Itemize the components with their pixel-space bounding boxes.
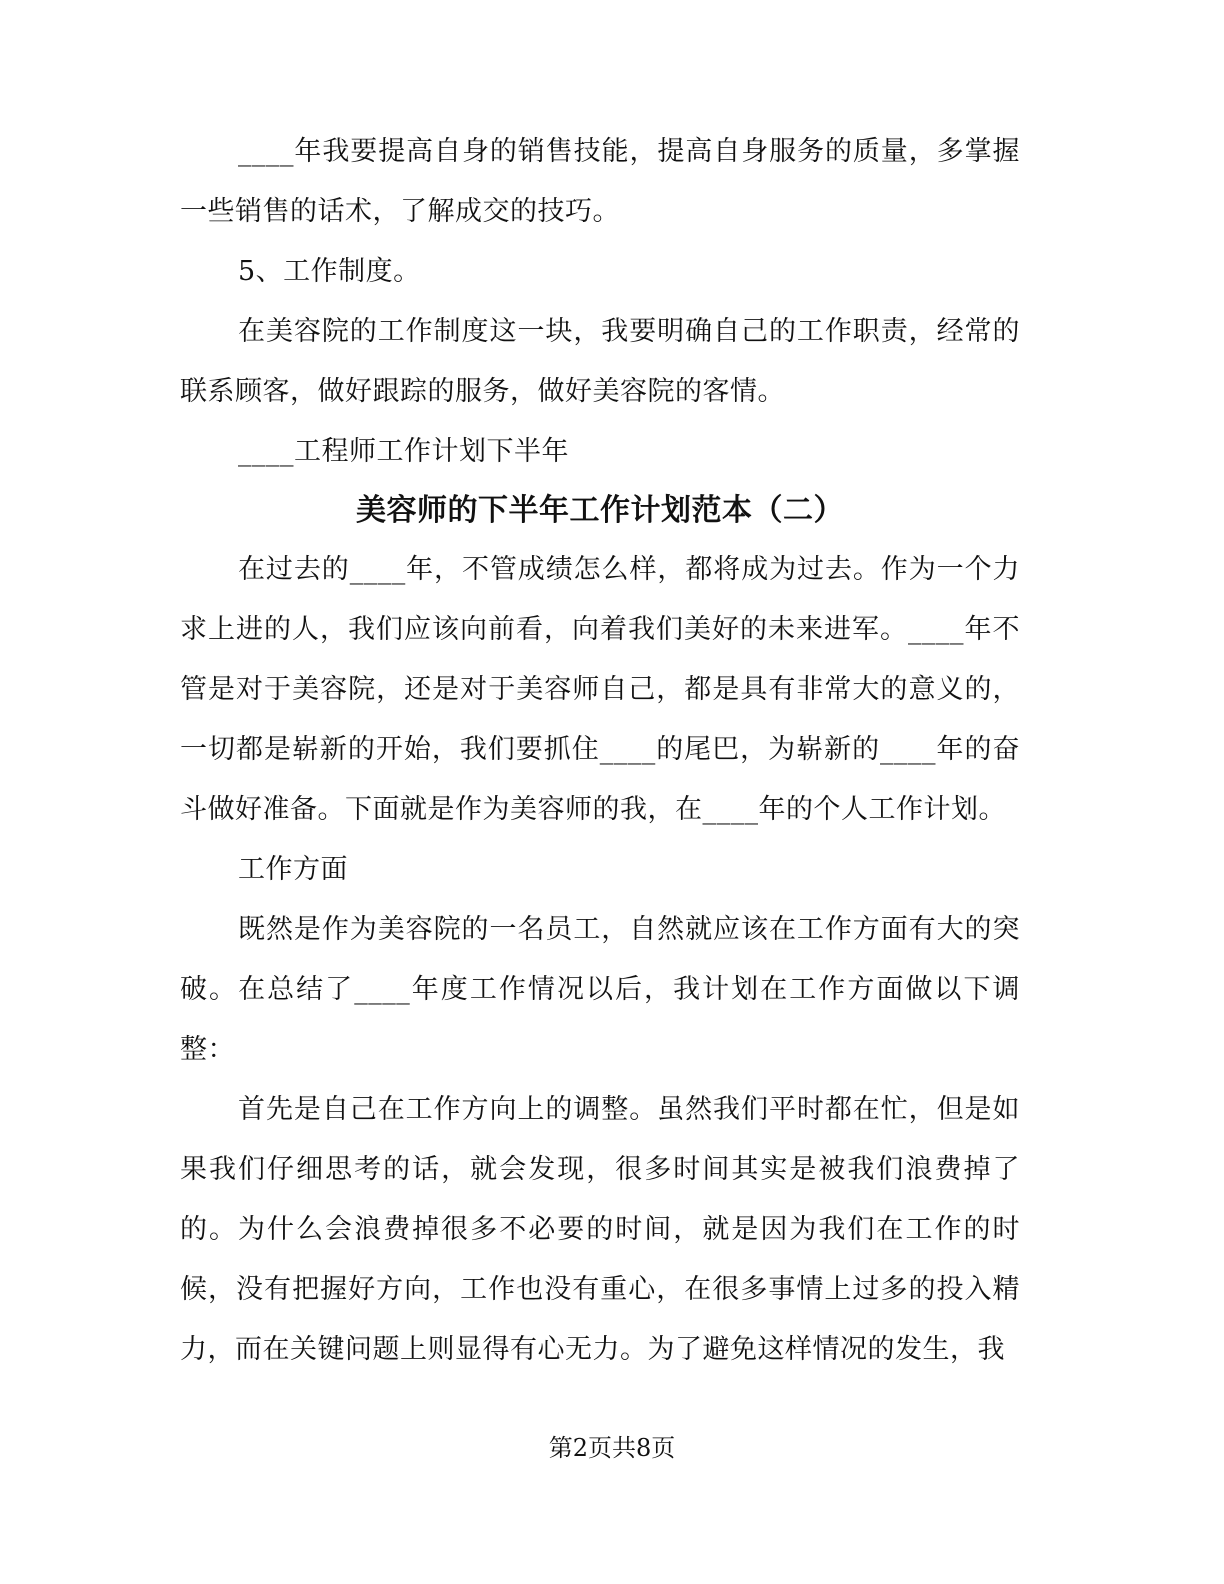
- paragraph-direction-adjustment: 首先是自己在工作方向上的调整。虽然我们平时都在忙，但是如果我们仔细思考的话，就会发现，很多时间其实是被我们浪费掉了的。为什么会浪费掉很多不必要的时间，就是因为我们在工作的时候，没有把握好方向，工作也没有重心，在很多事情上过多的投入精力，而在关键问题上则显得有心无力。为了避免这样情况的发生，我: [180, 1094, 1020, 1365]
- section-title: 美容师的下半年工作计划范本（二）: [356, 493, 844, 528]
- paragraph-engineer-plan: ____工程师工作计划下半年: [238, 436, 569, 467]
- paragraph-sales-skills: ____年我要提高自身的销售技能，提高自身服务的质量，多掌握一些销售的话术，了解成交的技巧。: [180, 136, 1020, 227]
- paragraph-work-aspect: 既然是作为美容院的一名员工，自然就应该在工作方面有大的突破。在总结了____年度工作情况以后，我计划在工作方面做以下调整：: [180, 914, 1020, 1065]
- paragraph-work-system: 在美容院的工作制度这一块，我要明确自己的工作职责，经常的联系顾客，做好跟踪的服务，做好美容院的客情。: [180, 316, 1020, 407]
- paragraph-work-system-heading: 5、工作制度。: [238, 256, 421, 287]
- page-content: [180, 122, 1020, 1380]
- page-number-footer: 第2页共8页: [548, 1434, 676, 1462]
- paragraph-work-aspect-heading: 工作方面: [238, 854, 348, 885]
- paragraph-intro: 在过去的____年，不管成绩怎么样，都将成为过去。作为一个力求上进的人，我们应该向前看，向着我们美好的未来进军。____年不管是对于美容院，还是对于美容师自己，都是具有非常大的意义的，一切都是崭新的开始，我们要抓住____的尾巴，为崭新的____年的奋斗做好准备。下面就是作为美容师的我，在____年的个人工作计划。: [180, 554, 1020, 825]
